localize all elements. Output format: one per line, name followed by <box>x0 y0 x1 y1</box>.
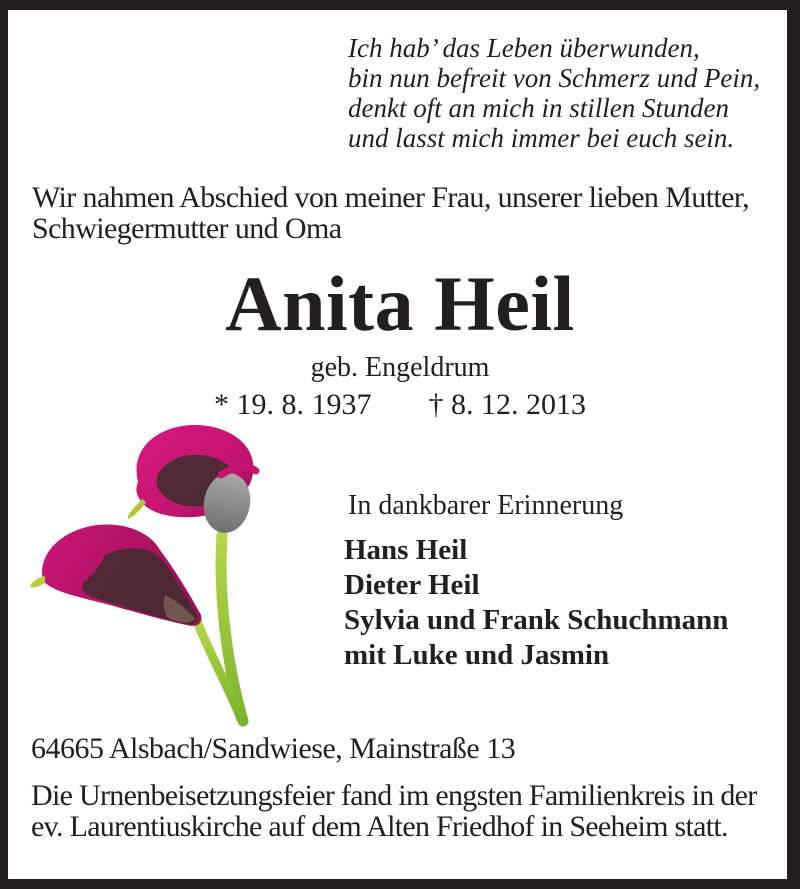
remembrance-heading: In dankbarer Erinnerung <box>348 490 624 521</box>
mourner-name: Sylvia und Frank Schuchmann <box>344 604 729 636</box>
address-line: 64665 Alsbach/Sandwiese, Mainstraße 13 <box>31 732 516 765</box>
mourner-name: Dieter Heil <box>344 569 480 601</box>
mourner-name: mit Luke und Jasmin <box>344 639 610 671</box>
birth-date: * 19. 8. 1937 <box>214 388 372 421</box>
poem <box>348 33 760 153</box>
poem-line: Ich hab’ das Leben überwunden, <box>348 33 700 63</box>
intro-line: Wir nahmen Abschied von meiner Frau, unserer lieben Mutter, <box>32 181 749 214</box>
closing-note <box>31 780 757 842</box>
deceased-name: Anita Heil <box>225 260 575 347</box>
death-date: † 8. 12. 2013 <box>428 388 586 421</box>
maiden-name: geb. Engeldrum <box>310 352 490 383</box>
intro-line: Schwiegermutter und Oma <box>32 212 342 245</box>
intro-text <box>32 182 749 244</box>
closing-line: ev. Laurentiuskirche auf dem Alten Friedhof in Seeheim statt. <box>31 810 728 843</box>
calla-lilies-image <box>25 415 305 735</box>
poem-line: denkt oft an mich in stillen Stunden <box>348 93 729 123</box>
mourners-list <box>344 533 728 673</box>
poem-line: bin nun befreit von Schmerz und Pein, <box>348 63 761 93</box>
closing-line: Die Urnenbeisetzungsfeier fand im engsten Familienkreis in der <box>31 779 757 812</box>
mourner-name: Hans Heil <box>344 534 468 566</box>
poem-line: und lasst mich immer bei euch sein. <box>348 123 735 153</box>
